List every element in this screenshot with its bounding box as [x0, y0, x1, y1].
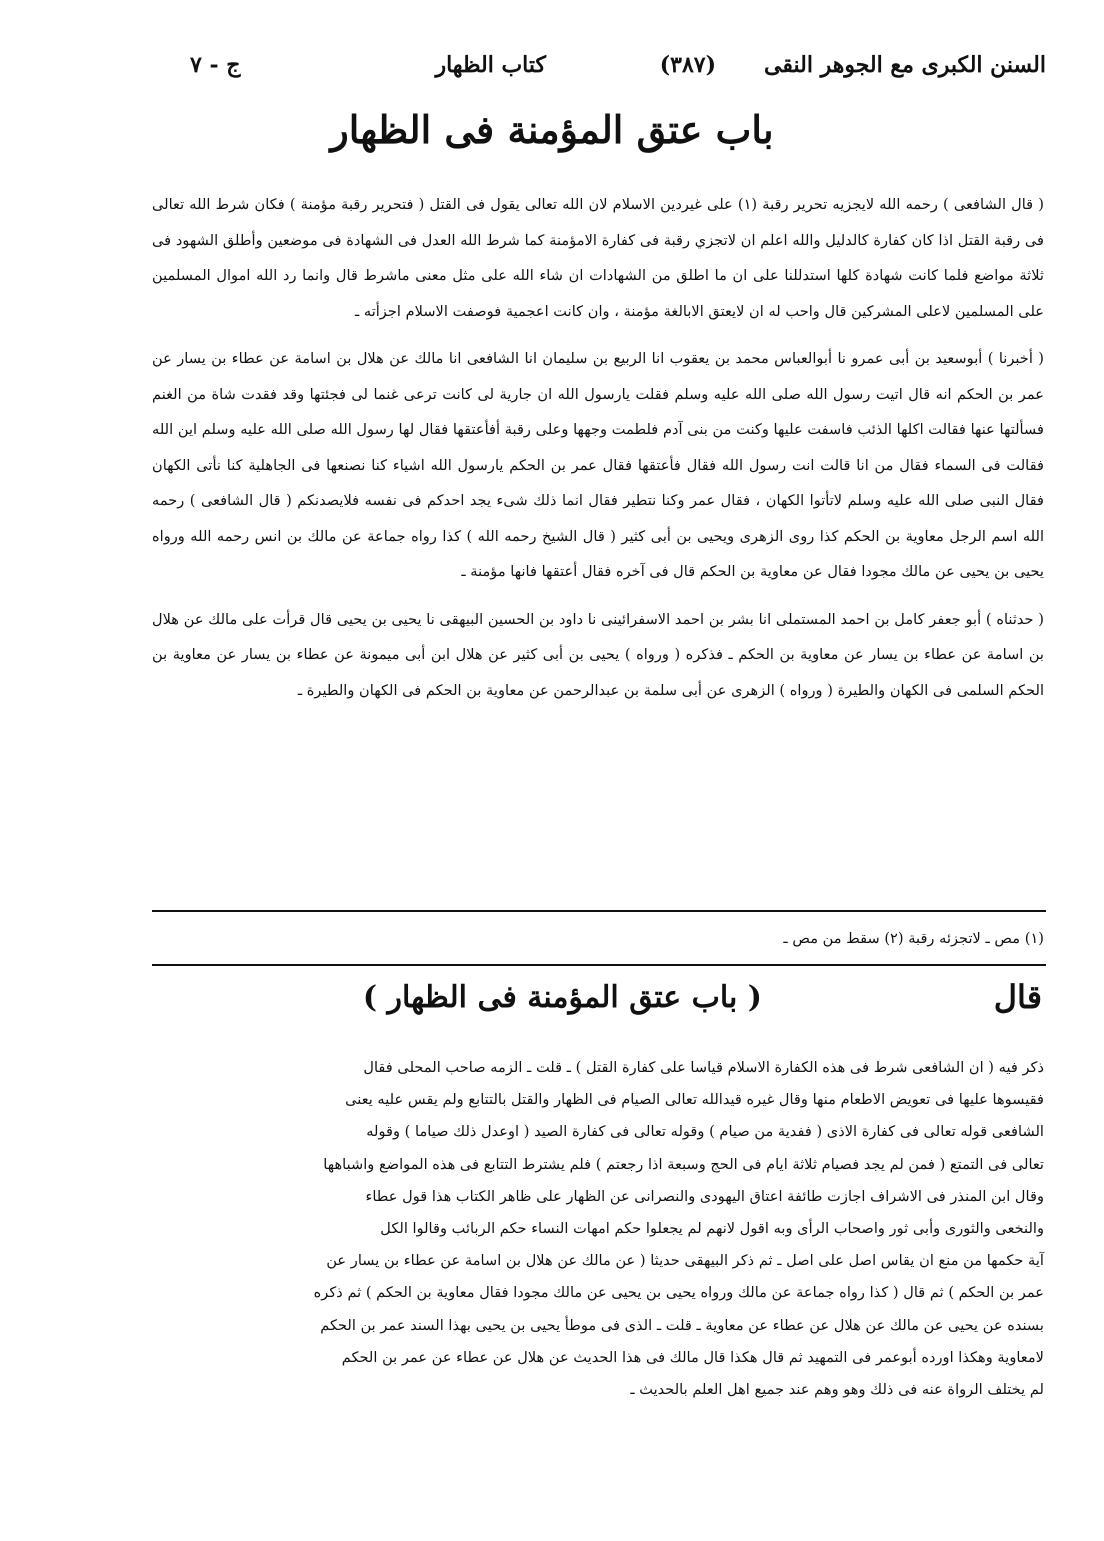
commentary-line: لامعاوية وهكذا اورده أبوعمر فى التمهيد ثم قال هكذا قال مالك فى هذا الحديث عن هلال عن عطاء عن عمر بن الحكم [341, 1348, 1044, 1366]
book-title: السنن الكبرى مع الجوهر النقى [764, 52, 1046, 78]
footnotes: (١) مص ـ لاتجزئه رقبة (٢) سقط من مص ـ [783, 930, 1044, 947]
volume-number: ج - ٧ [190, 52, 241, 78]
commentary-line: وقال ابن المنذر فى الاشراف اجازت طائفة اعتاق اليهودى والنصرانى عن الظهار على ظاهر الكتاب هذا قول عطاء [365, 1187, 1044, 1205]
paragraph: ( أخبرنا ) أبوسعيد بن أبى عمرو نا أبوالعباس محمد بن يعقوب انا الربيع بن سليمان انا الشافعى انا مالك عن هلال بن اسامة عن عطاء بن يسار عن عمر بن الحكم انه قال اتيت رسول الله صلى الله عليه وسلم فقلت يارسول الله ان جارية لى كانت ترعى غنما لى فجئتها وقد فقدت شاة من الغنم فسألتها عنها فقالت اكلها الذئب فاسفت عليها وكنت من بنى آدم فلطمت وجهها وعلى رقبة أفأعتقها فقال لها رسول الله صلى الله عليه وسلم اين الله فقالت فى السماء فقال من انا قالت انت رسول الله فقال فأعتقها فقال عمر بن الحكم يارسول الله اشياء كنا نصنعها فى الجاهلية كنا نأتى الكهان فقال النبى صلى الله عليه وسلم لاتأتوا الكهان ، فقال عمر وكنا نتطير فقال انما ذلك شىء يجد احدكم فى نفسه فلايصدنكم ( قال الشافعى ) رحمه الله اسم الرجل معاوية بن الحكم كذا روى الزهرى ويحيى بن أبى كثير ( قال الشيخ رحمه الله ) كذا رواه جماعة عن مالك بن انس رحمه الله ورواه يحيى بن يحيى عن مالك مجودا فقال عن معاوية بن الحكم قال فى آخره فقال أعتقها فانها مؤمنة ـ [152, 350, 1045, 580]
commentary-text [152, 1052, 1044, 1406]
commentary-header [150, 976, 1042, 1032]
paragraph: ( قال الشافعى ) رحمه الله لايجزيه تحرير رقبة (١) على غيردين الاسلام لان الله تعالى يقول فى القتل ( فتحرير رقبة مؤمنة ) فكان شرط الله تعالى فى رقبة القتل اذا كان كفارة كالدليل والله اعلم ان لاتجزي رقبة فى كفارة الامؤمنة كما شرط الله العدل فى الشهادة فى موضعين وأطلق الشهود فى ثلاثة مواضع فلما كانت شهادة كلها استدللنا على ان ما اطلق من الشهادات ان شاء الله على مثل معنى ماشرط قال وانما رد الله اموال المسلمين على المسلمين لاعلى المشركين قال واحب له ان لايعتق الابالغة مؤمنة ، وان كانت اعجمية فوصفت الاسلام اجزأته ـ [152, 196, 1044, 320]
commentary-line: والنخعى والثورى وأبى ثور واصحاب الرأى وبه اقول لانهم لم يجعلوا حكم امهات النساء حكم الربائب وقالوا الكل [380, 1220, 1044, 1238]
commentary-line: تعالى فى التمتع ( فمن لم يجد فصيام ثلاثة ايام فى الحج وسبعة اذا رجعتم ) فلم يشترط التتابع فى هذه المواضع واشباهها [323, 1155, 1044, 1173]
commentary-title: ( باب عتق المؤمنة فى الظهار ) [362, 980, 762, 1015]
commentary-qala: قال [993, 978, 1042, 1016]
commentary-line: آية حكمها من منع ان يقاس اصل على اصل ـ ثم ذكر البيهقى حديثا ( عن مالك عن هلال بن اسامة عن عطاء بن يسار عن [326, 1252, 1044, 1270]
commentary-line: فقيسوها عليها فى تعويض الاطعام منها وقال غيره قيدالله تعالى الصيام فى الظهار والقتل بالتتابع ولم يقس عليه يعنى [345, 1091, 1044, 1109]
commentary-line: لم يختلف الرواة عنه فى ذلك وهو وهم عند جميع اهل العلم بالحديث ـ [630, 1381, 1044, 1399]
commentary-line: بسنده عن يحيى عن مالك عن هلال عن عطاء عن معاوية ـ قلت ـ الذى فى موطأ يحيى بن يحيى بهذا السند عمر بن الحكم [320, 1316, 1044, 1334]
footnote-divider [152, 910, 1046, 912]
running-header [190, 52, 1046, 92]
paragraph: ( حدثناه ) أبو جعفر كامل بن احمد المستملى انا بشر بن احمد الاسفرائينى نا داود بن الحسين البيهقى نا يحيى بن يحيى قال قرأت على مالك عن هلال بن اسامة عن عطاء بن يسار عن معاوية بن الحكم ـ فذكره ( ورواه ) يحيى بن أبى كثير عن هلال ابن أبى ميمونة عن عطاء بن يسار عن معاوية بن الحكم السلمى فى الكهان والطيرة ( ورواه ) الزهرى عن أبى سلمة بن عبدالرحمن عن معاوية بن الحكم فى الكهان والطيرة ـ [152, 610, 1044, 699]
commentary-line: الشافعى قوله تعالى فى كفارة الاذى ( ففدية من صيام ) وقوله تعالى فى كفارة الصيد ( اوعدل ذلك صياما ) وقوله [366, 1123, 1044, 1141]
page-number: (٣٨٧) [659, 52, 716, 78]
commentary-divider [152, 964, 1046, 966]
commentary-line: ذكر فيه ( ان الشافعى شرط فى هذه الكفارة الاسلام قياسا على كفارة القتل ) ـ قلت ـ الزمه صاحب المحلى فقال [363, 1059, 1044, 1076]
section-title: باب عتق المؤمنة فى الظهار [330, 107, 774, 152]
chapter-title: كتاب الظهار [435, 52, 546, 78]
commentary-line: عمر بن الحكم ) ثم قال ( كذا رواه جماعة عن مالك ورواه يحيى بن يحيى عن مالك مجودا فقال معاوية بن الحكم ) ثم ذكره [313, 1284, 1044, 1302]
main-text [152, 187, 1044, 720]
